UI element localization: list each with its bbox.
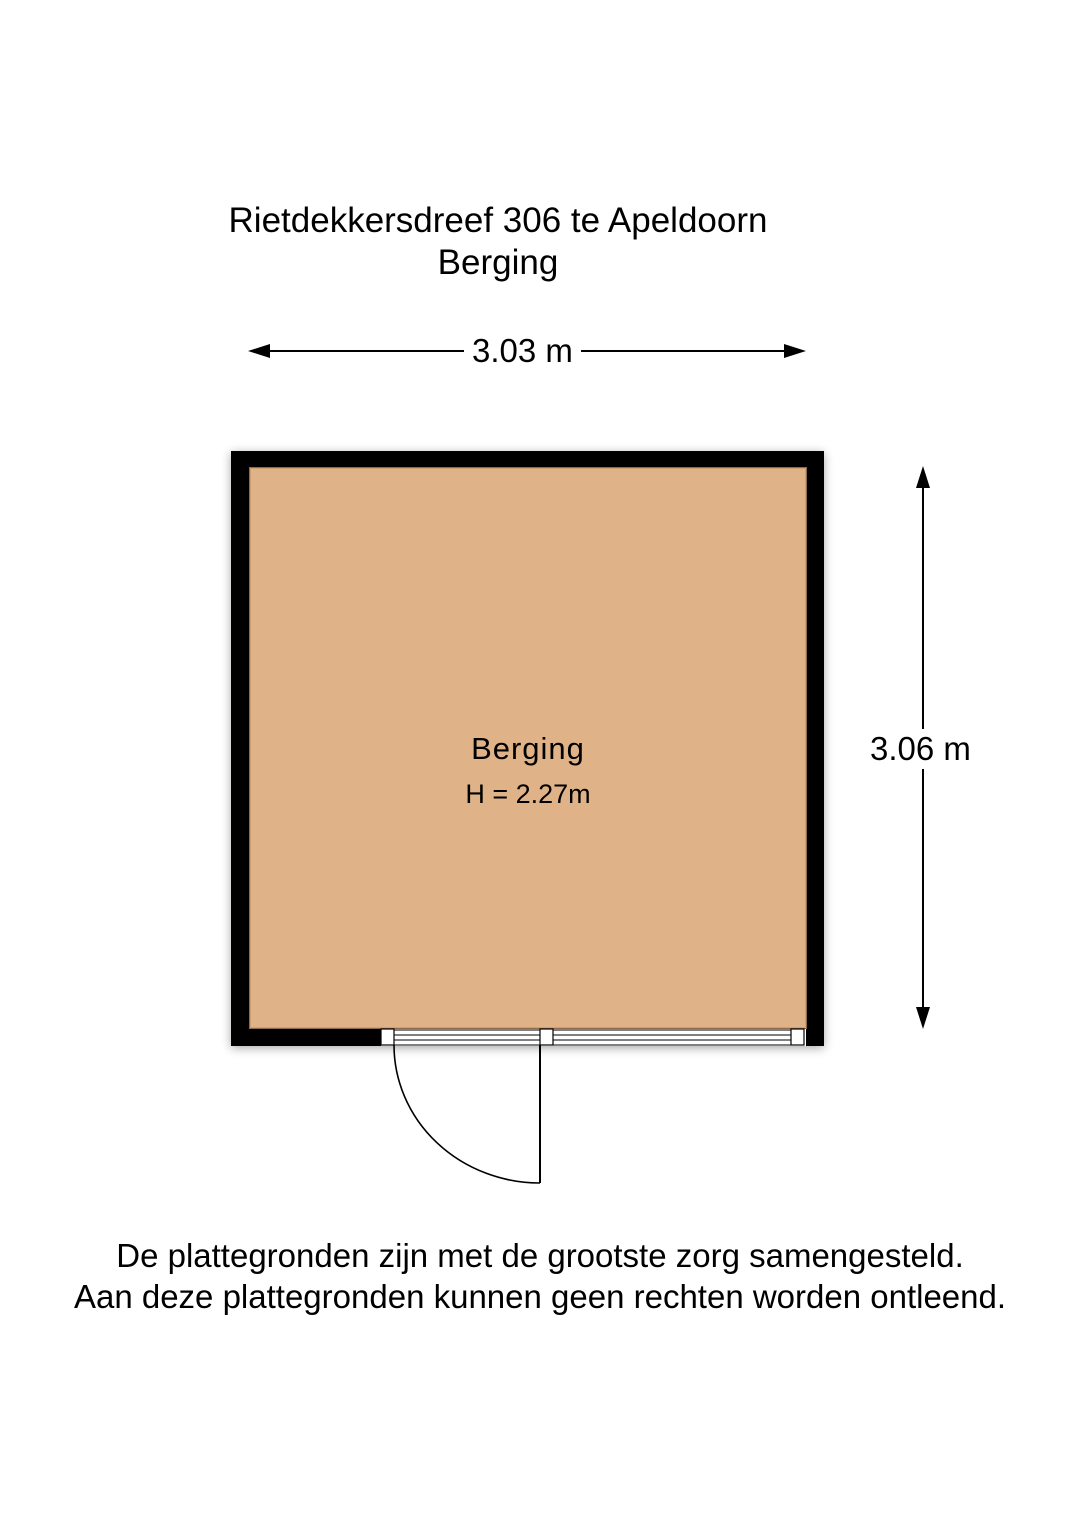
disclaimer-line-2: Aan deze plattegronden kunnen geen rechten worden ontleend.: [73, 1278, 1007, 1315]
disclaimer-line-1: De plattegronden zijn met de grootste zorg samengesteld.: [116, 1237, 964, 1274]
width-dimension-label: 3.03 m: [464, 331, 581, 371]
room-name-label: Berging: [471, 731, 585, 766]
floor-name-title: Berging: [437, 243, 559, 282]
disclaimer-text: [0, 1235, 1080, 1317]
room-height-label: H = 2.27m: [465, 779, 591, 809]
height-dimension-label: 3.06 m: [862, 729, 979, 769]
door-swing-icon: [394, 1045, 540, 1183]
door-and-window-frame: [381, 1029, 806, 1046]
address-title: Rietdekkersdreef 306 te Apeldoorn: [228, 201, 768, 240]
